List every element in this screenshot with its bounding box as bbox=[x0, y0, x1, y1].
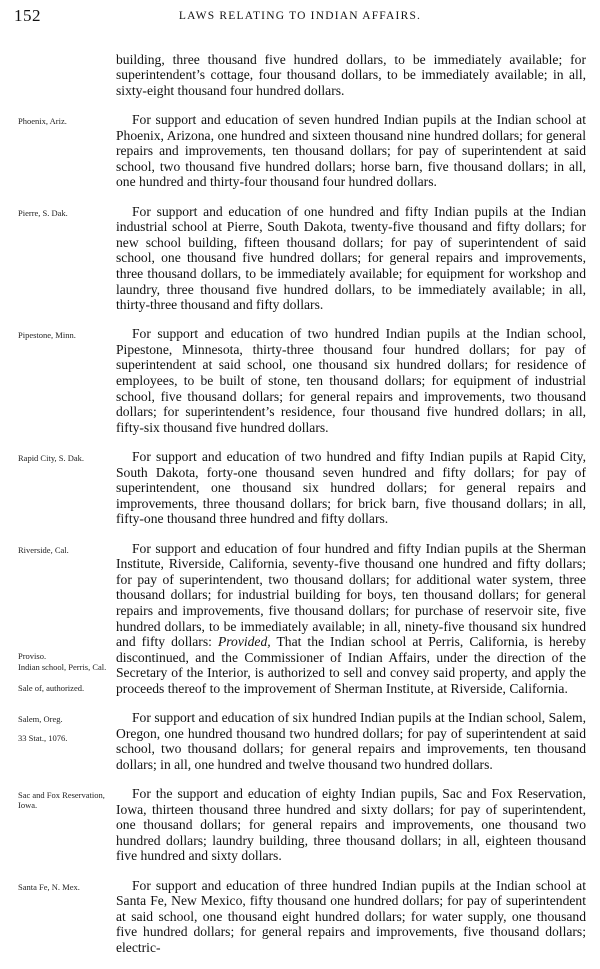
margin-note-santa-fe: Santa Fe, N. Mex. bbox=[18, 881, 80, 892]
margin-note-salem: Salem, Oreg. bbox=[18, 714, 63, 725]
paragraph-text: For support and education of one hundred and fifty Indian pupils at the Indian industrial school at Pierre, South Dakota, twenty-five thousand and fifty dollars; for new school building, fifteen thousand dollars; for pay of superintendent of said school, one thousand five hundred dollars; for general repairs and improvements, three thousand dollars, to be immediately available; for equipment for workshop and laundry, three thousand five hundred dollars, to be immediately available; in all, thirty-three thousand and fifty dollars. bbox=[116, 203, 586, 313]
margin-note-proviso: Proviso. bbox=[18, 650, 47, 661]
paragraph-text-after: That the Indian school at Perris, California, is hereby discontinued, and the Commissioner of Indian Affairs, under the direction of the Secretary of the Interior, is authorized to sell and convey said property, and apply the proceeds thereof to the improvement of Sherman Institute, at Riverside, California. bbox=[116, 634, 586, 696]
paragraph-text: For support and education of two hundred Indian pupils at the Indian school, Pipestone, Minnesota, thirty-three thousand four hundred dollars; for pay of superintendent at said school, one thousand six hundred dollars; for residence of employees, to be built of stone, ten thousand dollars; for equipment of industrial school, five thousand dollars; for general repairs and improvements, two thousand dollars; for superintendent’s residence, four thousand five hundred dollars; in all, fifty-six thousand five hundred dollars. bbox=[116, 326, 586, 435]
paragraph-salem bbox=[0, 710, 600, 772]
page-number: 152 bbox=[14, 6, 41, 25]
paragraph-text: For support and education of two hundred and fifty Indian pupils at Rapid City, South Dakota, forty-one thousand seven hundred and fifty dollars; for pay of superintendent, one thousand six hundred dollars; for general repairs and improvements, three thousand dollars; for brick barn, five thousand dollars; in all, fifty-one thousand three hundred and fifty dollars. bbox=[116, 449, 586, 527]
margin-note-riverside: Riverside, Cal. bbox=[18, 544, 69, 555]
paragraph-text: For support and education of three hundred Indian pupils at the Indian school at Santa Fe, New Mexico, fifty thousand one hundred dollars; for pay of superintendent at said school, one thousand eight hundred dollars; for water supply, one thousand five hundred dollars; for general repairs and improvements, five thousand dollars; electric- bbox=[116, 877, 586, 956]
paragraph-sac-and-fox bbox=[0, 786, 600, 864]
paragraph-text: For support and education of six hundred Indian pupils at the Indian school, Salem, Oregon, one hundred thousand two hundred dollars; for pay of superintendent at said school, two thousand dollars; for general repairs and improvements, ten thousand dollars; in all, one hundred and twelve thousand two hundred dollars. bbox=[116, 710, 586, 772]
margin-note-pipestone: Pipestone, Minn. bbox=[18, 330, 76, 341]
paragraph-phoenix bbox=[0, 112, 600, 190]
paragraph-santa-fe bbox=[0, 878, 600, 956]
paragraph-riverside bbox=[0, 541, 600, 697]
paragraph-text: For support and education of seven hundred Indian pupils at the Indian school at Phoenix, Arizona, one hundred and sixteen thousand nine hundred dollars; for general repairs and improvements, ten thousand dollars; for pay of superintendent at said school, two thousand five hundred dollars; horse barn, five thousand dollars; in all, one hundred and thirty-four thousand four hundred dollars. bbox=[116, 111, 586, 190]
margin-note-sale: Sale of, authorized. bbox=[18, 682, 85, 693]
margin-note-statute: 33 Stat., 1076. bbox=[18, 733, 68, 744]
paragraph-pierre bbox=[0, 204, 600, 313]
paragraph-pipestone bbox=[0, 326, 600, 435]
paragraph-rapid-city bbox=[0, 449, 600, 527]
margin-note-perris: Indian school, Perris, Cal. bbox=[18, 661, 107, 672]
proviso-word: Provided, bbox=[217, 634, 271, 650]
running-head: LAWS RELATING TO INDIAN AFFAIRS. bbox=[178, 10, 422, 22]
paragraph-text bbox=[116, 541, 586, 697]
margin-note-phoenix: Phoenix, Ariz. bbox=[18, 115, 67, 126]
paragraph-continuation bbox=[0, 52, 600, 99]
page-body bbox=[0, 38, 600, 969]
margin-note-sac-and-fox: Sac and Fox Reservation, Iowa. bbox=[18, 790, 105, 811]
page-header bbox=[14, 6, 586, 30]
margin-note-pierre: Pierre, S. Dak. bbox=[18, 207, 68, 218]
paragraph-text: For the support and education of eighty Indian pupils, Sac and Fox Reservation, Iowa, thirteen thousand three hundred and sixty dollars; for pay of superintendent, one thousand dollars; for general repairs and improvements, one thousand two hundred dollars; laundry building, three thousand dollars; in all, eighteen thousand five hundred and sixty dollars. bbox=[116, 786, 586, 864]
paragraph-text-before: For support and education of four hundred and fifty Indian pupils at the Sherman Institute, Riverside, California, seventy-five thousand one hundred and fifty dollars; for pay of superintendent, two thousand dollars; for additional water system, three thousand dollars; for industrial building for boys, ten thousand dollars; for general repairs and improvements, five thousand dollars; for purchase of reservoir site, five hundred dollars, to be immediately available; in all, ninety-five thousand six hundred and fifty dollars: bbox=[116, 540, 586, 650]
paragraph-text: building, three thousand five hundred dollars, to be immediately available; for superintendent’s cottage, four thousand dollars, to be immediately available; in all, sixty-eight thousand four hundred dollars. bbox=[116, 51, 586, 98]
margin-note-rapid-city: Rapid City, S. Dak. bbox=[18, 453, 85, 464]
